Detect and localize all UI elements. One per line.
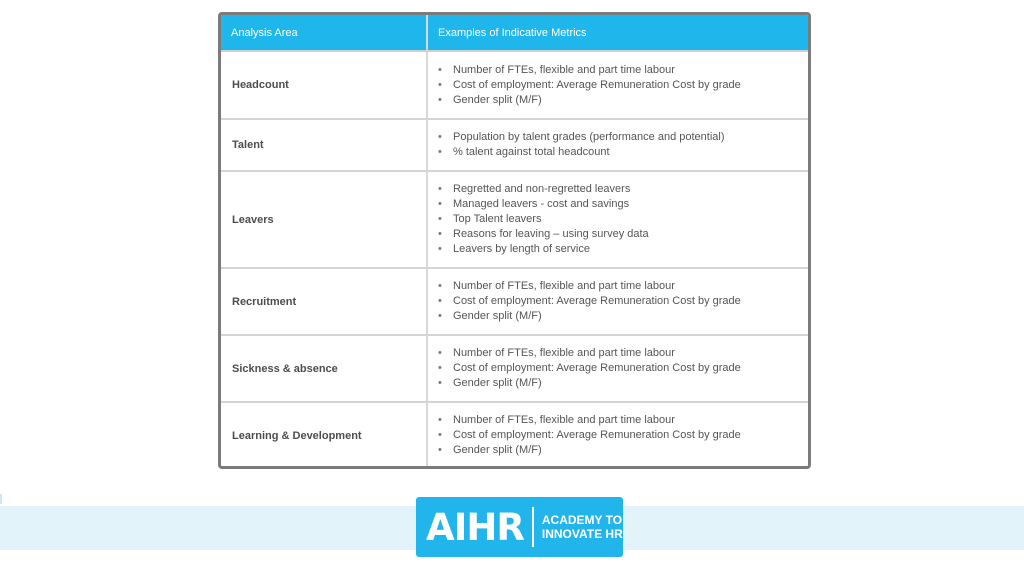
metric-item: • Top Talent leavers [438,212,798,227]
metric-item: • Gender split (M/F) [438,443,798,458]
metric-item: • Leavers by length of service [438,242,798,257]
band-edge-mark [0,494,2,504]
area-label: Recruitment [221,268,427,335]
metric-item: • Cost of employment: Average Remuneration Cost by grade [438,78,798,93]
table-header-row [221,15,808,51]
logo-tagline-line1: ACADEMY TO [541,513,623,527]
metrics-cell [427,119,808,171]
area-label: Talent [221,119,427,171]
header-indicative-metrics: Examples of Indicative Metrics [427,15,808,51]
metric-list [438,182,798,257]
area-label: Learning & Development [221,402,427,468]
metric-item: • Cost of employment: Average Remuneration Cost by grade [438,294,798,309]
metrics-table-frame [218,12,811,469]
metric-item: • Cost of employment: Average Remuneration Cost by grade [438,428,798,443]
table-row-learning-development [221,402,808,468]
metric-item: • Number of FTEs, flexible and part time labour [438,413,798,428]
metric-item: • Number of FTEs, flexible and part time labour [438,346,798,361]
logo-divider [532,507,534,547]
table-row-sickness-absence [221,335,808,402]
area-label: Headcount [221,51,427,119]
logo-wordmark: AIHR [426,505,524,549]
metric-list [438,346,798,391]
metric-list [438,130,798,160]
metric-item: • Number of FTEs, flexible and part time labour [438,279,798,294]
table-row-leavers [221,171,808,268]
table-row-talent [221,119,808,171]
logo-tagline-line2: INNOVATE HR [541,527,623,541]
table-row-recruitment [221,268,808,335]
aihr-logo [416,497,623,557]
area-label: Leavers [221,171,427,268]
metric-item: • Regretted and non-regretted leavers [438,182,798,197]
metric-list [438,63,798,108]
logo-tagline [542,513,623,541]
metric-item: • Gender split (M/F) [438,309,798,324]
metric-item: • Number of FTEs, flexible and part time labour [438,63,798,78]
metrics-table [221,15,808,468]
table-row-headcount [221,51,808,119]
metric-item: • Gender split (M/F) [438,376,798,391]
metrics-cell [427,268,808,335]
metric-item: • Population by talent grades (performance and potential) [438,130,798,145]
metrics-cell [427,51,808,119]
metric-item: • Cost of employment: Average Remuneration Cost by grade [438,361,798,376]
metric-item: • Reasons for leaving – using survey data [438,227,798,242]
metric-item: • Managed leavers - cost and savings [438,197,798,212]
header-analysis-area: Analysis Area [221,15,427,51]
area-label: Sickness & absence [221,335,427,402]
metric-item: • % talent against total headcount [438,145,798,160]
metrics-cell [427,335,808,402]
metrics-cell [427,402,808,468]
metric-list [438,279,798,324]
metric-item: • Gender split (M/F) [438,93,798,108]
metric-list [438,413,798,458]
metrics-cell [427,171,808,268]
